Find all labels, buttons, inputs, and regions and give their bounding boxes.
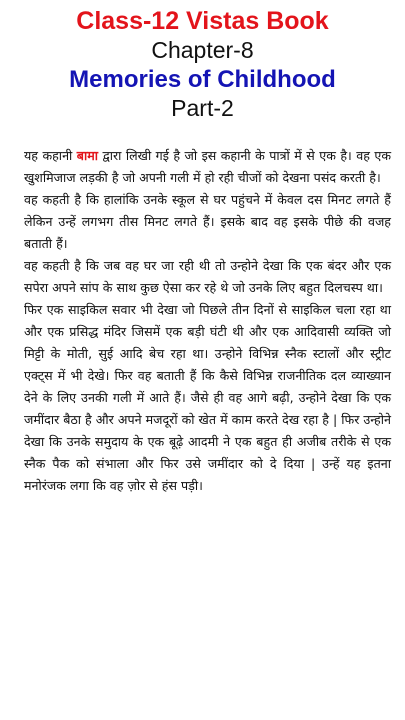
intro-text-start: यह कहानी <box>24 148 77 163</box>
chapter-title: Memories of Childhood <box>69 66 336 93</box>
paragraph-street-scenes: फिर एक साइकिल सवार भी देखा जो पिछले तीन दिनों से साइकिल चला रहा था और एक प्रसिद्ध मंदिर जिसमें एक बड़ी घंटी थी और एक आदिवासी व्यक्ति जो मिट्टी के मोती, सुई आदि बेच रहा था। उन्होने विभिन्न स्नैक स्टालों और स्ट्रीट एक्ट्स में भी देखे। फिर वह बताती हैं कि कैसे विभिन्न राजनीतिक दल व्याख्यान देने के लिए उनकी गली में आते हैं। जैसे ही वह आगे बढ़ी, उन्होने देखा कि एक जमींदार बैठा है और अपने मजदूरों को खेत में काम करते देख रहा है | फिर उन्होने देखा कि उनके समुदाय के एक बूढ़े आदमी ने एक बहुत ही अजीब तरीके से एक स्नैक पैक को संभाला और फिर उसे जमींदार को दे दिया | उन्हें यह इतना मनोरंजक लगा कि वह ज़ोर से हंस पड़ी। <box>24 302 391 493</box>
chapter-number: Chapter-8 <box>151 37 254 63</box>
part-number: Part-2 <box>171 95 234 121</box>
page-header <box>0 0 405 123</box>
paragraph-monkey-snake: वह कहती है कि जब वह घर जा रही थी तो उन्होने देखा कि एक बंदर और एक सपेरा अपने सांप के साथ कुछ ऐसा कर रहे थे जो उनके लिए बहुत दिलचस्प था। <box>24 258 391 295</box>
paragraph-school-walk: वह कहती है कि हालांकि उनके स्कूल से घर पहुंचने में केवल दस मिनट लगते हैं लेकिन उन्हें लगभग तीस मिनट लगते हैं। इसके बाद वह इसके पीछे की वजह बताती हैं। <box>24 192 391 251</box>
book-title: Class-12 Vistas Book <box>76 7 329 35</box>
summary-text <box>24 145 391 497</box>
intro-text-rest: द्वारा लिखी गई है जो इस कहानी के पात्रों में से एक है। वह एक खुशमिजाज लड़की है जो अपनी गली में हो रही चीजों को देखना पसंद करती है। <box>24 148 392 185</box>
author-name-highlight: बामा <box>76 148 99 163</box>
paragraph-intro <box>24 145 391 189</box>
